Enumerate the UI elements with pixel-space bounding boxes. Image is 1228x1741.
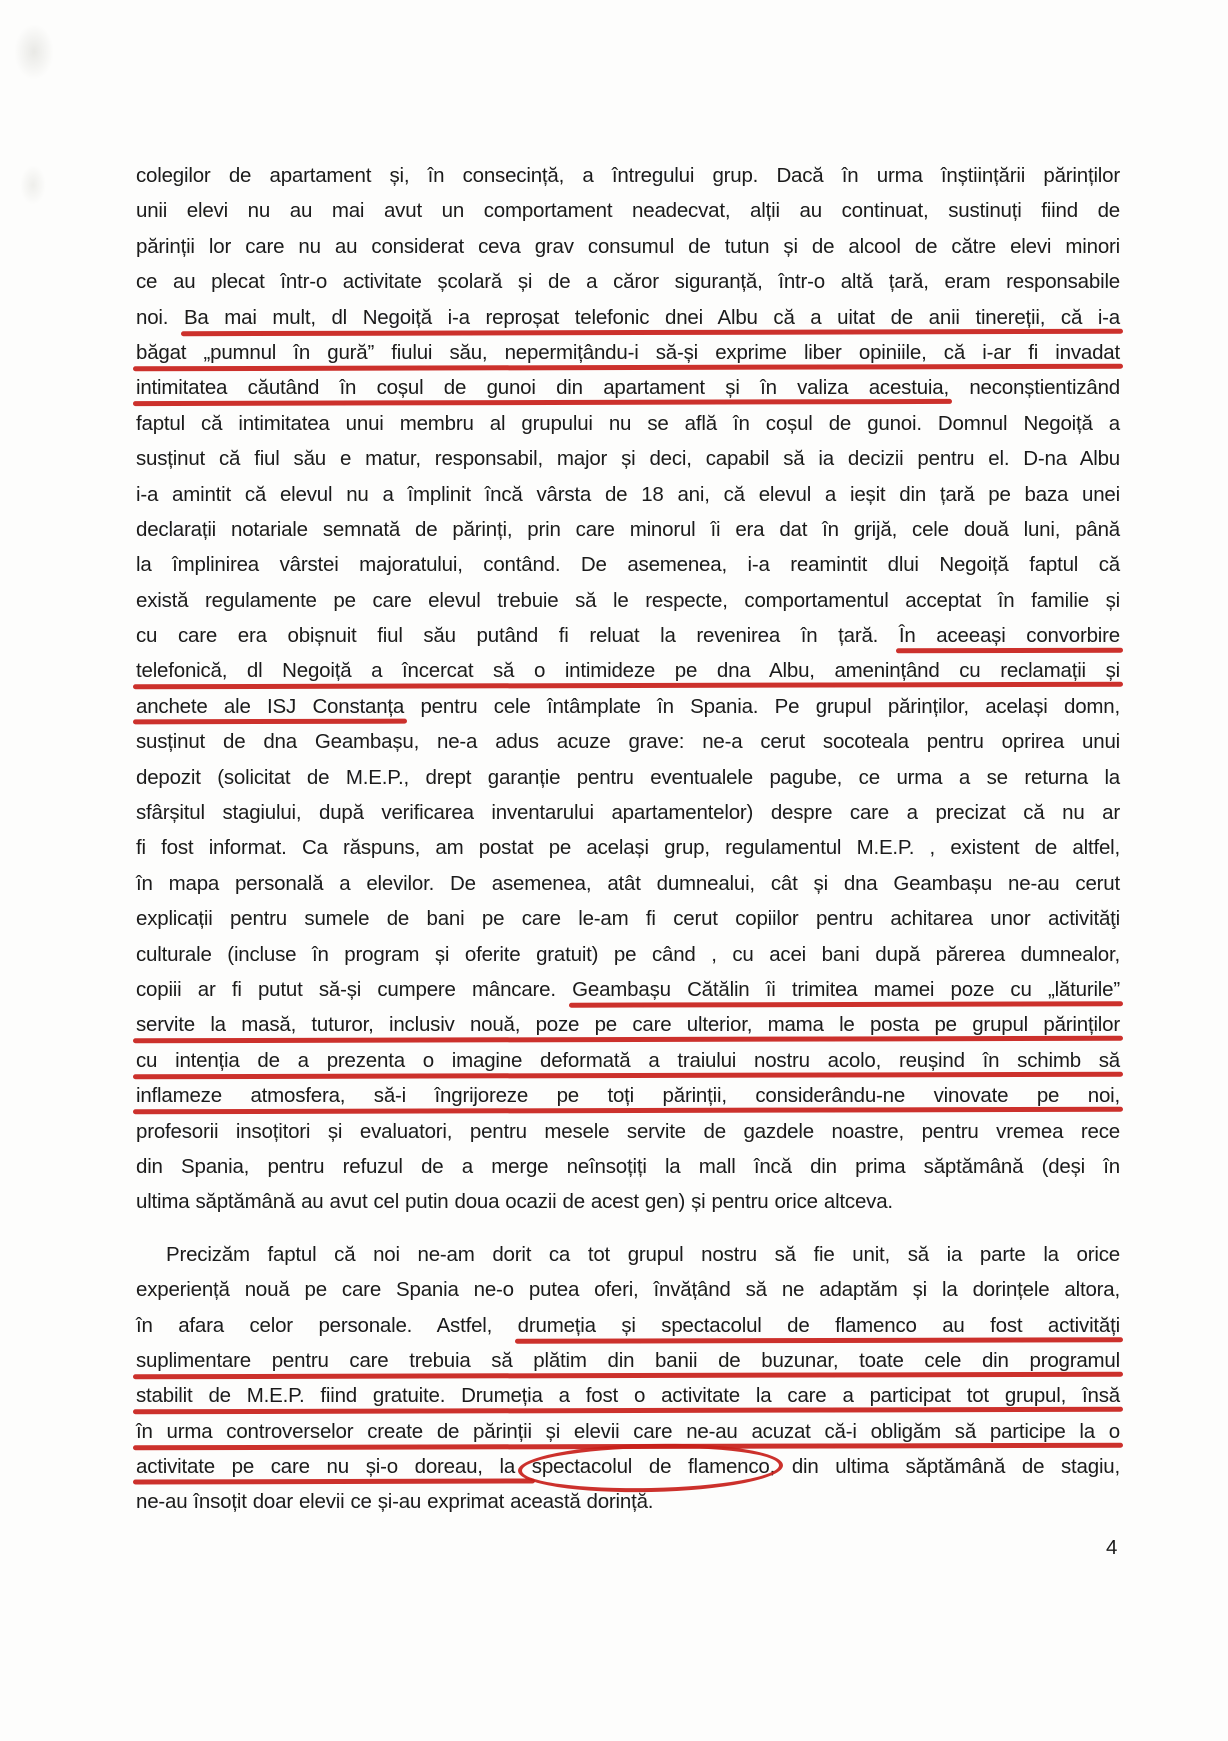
text-segment: ne-au însoțit doar elevii ce și-au exprimat această dorință.: [136, 1490, 654, 1514]
text-segment: explicații pentru sumele de bani pe care le-am fi cerut copiilor pentru achitarea unor activităţi: [136, 907, 1120, 931]
text-segment: ultima săptămână au avut cel putin doua ocazii de acest gen) și pentru orice altceva.: [136, 1190, 893, 1214]
text-line: [136, 937, 1120, 972]
text-line: [136, 1007, 1120, 1042]
text-line: [136, 689, 1120, 724]
red-underlined-text: anchete ale ISJ Constanța: [136, 694, 405, 718]
text-line: [136, 972, 1120, 1007]
text-segment: în afara celor personale. Astfel,: [136, 1313, 518, 1337]
text-line: [136, 477, 1120, 512]
paragraph: [136, 158, 1120, 1220]
text-segment: i-a amintit că elevul nu a împlinit încă vârsta de 18 ani, că elevul a ieșit din țară pe baza unei: [136, 482, 1120, 506]
text-line: [136, 1114, 1120, 1149]
red-underlined-text: drumeția și spectacolul de flamenco au fost activități: [517, 1313, 1120, 1337]
red-underlined-text: cu intenția de a prezenta o imagine deformată a traiului nostru acolo, reușind în schimb să: [136, 1048, 1120, 1072]
red-underlined-text: stabilit de M.E.P. fiind gratuite. Drumeția a fost o activitate la care a participat tot grupul, însă: [136, 1384, 1120, 1408]
text-segment: la împlinirea vârstei majoratului, contând. De asemenea, i-a reamintit dlui Negoiță faptul că: [136, 553, 1120, 577]
text-segment: susținut de dna Geambașu, ne-a adus acuze grave: ne-a cerut socoteala pentru oprirea unui: [136, 730, 1120, 754]
red-underlined-text: inflameze atmosfera, să-i îngrijoreze pe toți părinții, considerându-ne vinovate pe noi,: [136, 1084, 1120, 1108]
text-line: [136, 1308, 1120, 1343]
text-segment: există regulamente pe care elevul trebuie să le respecte, comportamentul acceptat în familie și: [136, 588, 1120, 612]
red-underlined-text: în urma controverselor create de părinții și elevii care ne-au acuzat că-i obligăm să participe la o: [136, 1419, 1120, 1443]
red-underlined-text: Ba mai mult, dl Negoiță i-a reproșat telefonic dnei Albu că a uitat de anii tinereții, că i-a: [183, 305, 1121, 329]
text-segment: culturale (incluse în program și oferite gratuit) pe când , cu acei bani după părerea dumnealor,: [136, 942, 1120, 966]
text-segment: din ultima săptămână de stagiu,: [775, 1455, 1120, 1479]
text-line: [136, 1149, 1120, 1184]
text-segment: în mapa personală a elevilor. De asemenea, atât dumnealui, cât și dna Geambașu ne-au cerut: [136, 871, 1120, 895]
scan-smudge: [20, 165, 46, 205]
red-underlined-text: Geambașu Cătălin îi trimitea mamei poze cu „lăturile”: [572, 977, 1120, 1001]
scan-smudge: [14, 24, 54, 80]
text-line: [136, 653, 1120, 688]
text-line: [136, 193, 1120, 228]
text-segment: sfârșitul stagiului, după verificarea inventarului apartamentelor) despre care a precizat că nu ar: [136, 801, 1120, 825]
text-line: [136, 1343, 1120, 1378]
text-segment: din Spania, pentru refuzul de a merge neînsoțiți la mall încă din prima săptămână (deși în: [136, 1154, 1120, 1178]
text-line: [136, 1414, 1120, 1449]
text-line: [136, 441, 1120, 476]
text-line: [136, 901, 1120, 936]
text-line: [136, 795, 1120, 830]
text-line: [136, 1484, 1120, 1519]
text-segment: noi.: [136, 305, 184, 329]
text-segment: experiență nouă pe care Spania ne-o putea oferi, învățând să ne adaptăm și la dorințele altora,: [136, 1278, 1120, 1302]
red-underlined-text: servite la masă, tuturor, inclusiv nouă, poze pe care ulterior, mama le posta pe grupul părinților: [136, 1013, 1120, 1037]
text-line: [136, 370, 1120, 405]
text-segment: fi fost informat. Ca răspuns, am postat pe același grup, regulamentul M.E.P. , existent de altfel,: [136, 836, 1120, 860]
red-underlined-text: intimitatea căutând în coșul de gunoi din apartament și în valiza acestuia,: [136, 376, 949, 400]
text-line: [136, 158, 1120, 193]
text-line: [136, 1237, 1120, 1272]
text-segment: profesorii insoțitori și evaluatori, pentru mesele servite de gazdele noastre, pentru vremea rece: [136, 1119, 1120, 1143]
text-line: [136, 335, 1120, 370]
text-line: [136, 300, 1120, 335]
text-segment: susținut că fiul său e matur, responsabil, major și deci, capabil să ia decizii pentru el. D-na Albu: [136, 447, 1120, 471]
red-underlined-text: băgat „pumnul în gură” fiului său, nepermițându-i să-și exprime liber opiniile, că i-ar fi invadat: [136, 340, 1120, 364]
text-line: [136, 547, 1120, 582]
text-segment: colegilor de apartament și, în consecință, a întregului grup. Dacă în urma înștiințării părinților: [136, 164, 1120, 187]
text-segment: pentru cele întâmplate în Spania. Pe grupul părinților, același domn,: [404, 694, 1120, 718]
paragraph: [136, 1237, 1120, 1520]
red-underlined-text: suplimentare pentru care trebuia să plătim din banii de buzunar, toate cele din programul: [136, 1348, 1120, 1372]
text-line: [136, 229, 1120, 264]
text-segment: depozit (solicitat de M.E.P., drept garanție pentru eventualele pagube, ce urma a se returna la: [136, 765, 1120, 789]
text-line: [136, 406, 1120, 441]
text-line: [136, 1184, 1120, 1219]
text-line: [136, 830, 1120, 865]
text-line: [136, 512, 1120, 547]
text-line: [136, 1449, 1120, 1484]
text-line: [136, 1078, 1120, 1113]
text-block: [136, 158, 1120, 1520]
red-circled-text: spectacolul de flamenco,: [531, 1455, 776, 1479]
red-underlined-text: activitate pe care nu și-o doreau, la: [136, 1455, 532, 1479]
text-line: [136, 724, 1120, 759]
text-segment: faptul că intimitatea unui membru al grupului nu se află în coșul de gunoi. Domnul Negoiță a: [136, 411, 1120, 435]
text-segment: ce au plecat într-o activitate școlară și de a căror siguranță, într-o altă țară, eram responsabile: [136, 270, 1120, 294]
text-line: [136, 1378, 1120, 1413]
text-line: [136, 618, 1120, 653]
text-segment: neconștientizând: [948, 376, 1120, 400]
red-underlined-text: telefonică, dl Negoiță a încercat să o intimideze pe dna Albu, amenințând cu reclamații și: [136, 659, 1120, 683]
text-segment: cu care era obișnuit fiul său putând fi reluat la revenirea în țară.: [136, 624, 899, 648]
text-line: [136, 866, 1120, 901]
text-line: [136, 583, 1120, 618]
text-segment: părinții lor care nu au considerat ceva grav consumul de tutun și de alcool de către elevi minori: [136, 234, 1120, 258]
text-line: [136, 1272, 1120, 1307]
page-number: 4: [1106, 1536, 1118, 1559]
text-segment: copiii ar fi putut să-și cumpere mâncare.: [136, 977, 573, 1001]
red-underlined-text: În aceeași convorbire: [898, 624, 1120, 648]
text-segment: declarații notariale semnată de părinți, prin care minorul îi era dat în grijă, cele două luni, până: [136, 517, 1120, 541]
text-line: [136, 1043, 1120, 1078]
text-segment: Precizăm faptul că noi ne-am dorit ca tot grupul nostru să fie unit, să ia parte la orice: [166, 1242, 1120, 1266]
text-line: [136, 264, 1120, 299]
text-segment: unii elevi nu au mai avut un comportament neadecvat, alții au continuat, sustinuți fiind de: [136, 199, 1120, 223]
text-line: [136, 760, 1120, 795]
